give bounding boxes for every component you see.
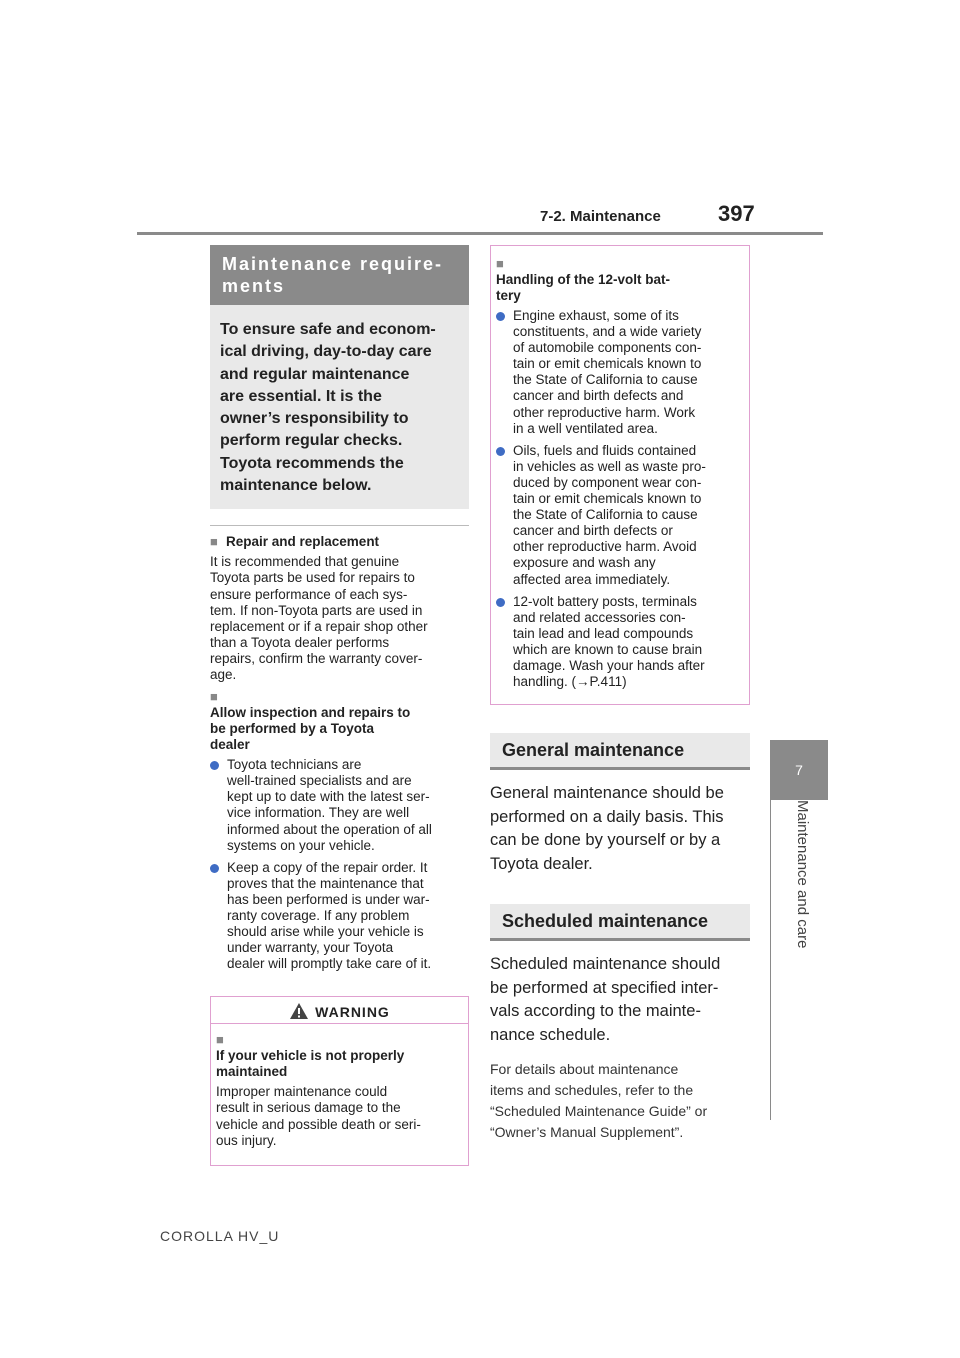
text-line: other reproductive harm. Work [513,404,696,420]
text-line: Toyota dealer. [490,854,593,873]
text-line: For details about maintenance [490,1061,679,1078]
chapter-label: Maintenance and care [794,800,811,949]
text-line: tain or emit chemicals known to [513,356,702,372]
text-line: than a Toyota dealer performs [210,634,390,650]
text-line: Allow inspection and repairs to [210,705,411,721]
text-line: dealer will promptly take care of it. [227,956,432,972]
bullet-dot-icon [210,864,219,873]
square-bullet-icon: ■ [210,534,218,550]
right-column [490,245,750,1143]
text-line: Handling of the 12-volt bat- [496,272,670,287]
text-line: Scheduled maintenance should [490,955,721,974]
list-item [210,757,469,854]
text-line: repairs, confirm the warranty cover- [210,650,423,666]
list-item [496,308,745,437]
text-line: systems on your vehicle. [227,837,375,853]
text-line: are essential. It is the [220,387,382,405]
text-line: “Owner’s Manual Supplement”. [490,1124,684,1141]
warning-triangle-icon [289,1002,309,1020]
text-line: vehicle and possible death or seri- [216,1116,421,1132]
inspection-title [210,689,469,753]
text-line: Toyota recommends the [220,454,404,472]
text-line: other reproductive harm. Avoid [513,539,697,555]
battery-box [490,245,750,705]
page-number: 397 [718,201,755,226]
square-bullet-icon: ■ [210,689,218,705]
text-line: Toyota technicians are [227,757,362,773]
text-line: ical driving, day-to-day care [220,343,432,361]
list-item [496,443,745,588]
text-line: and related accessories con- [513,609,686,625]
text-line: kept up to date with the latest ser- [227,789,430,805]
text-line: age. [210,667,237,683]
bullet-dot-icon [210,761,219,770]
text-line: in vehicles as well as waste pro- [513,458,706,474]
footer-model: COROLLA HV_U [160,1228,280,1244]
bullet-dot-icon [496,312,505,321]
text-line: which are known to cause brain [513,641,703,657]
text-line: proves that the maintenance that [227,875,424,891]
text-line: dealer [210,737,250,753]
text-line: Oils, fuels and fluids contained [513,442,697,458]
text-line: ranty coverage. If any problem [227,907,410,923]
text-line: Engine exhaust, some of its [513,308,679,323]
requirements-heading: Maintenance require- ments [210,245,469,305]
text-line: tain lead and lead compounds [513,625,694,641]
text-line: To ensure safe and econom- [220,321,436,338]
text-line: of automobile components con- [513,340,702,356]
repair-text [210,554,469,683]
text-line: vals according to the mainte- [490,1002,701,1021]
text-line: can be done by yourself or by a [490,831,721,850]
text-line: ensure performance of each sys- [210,586,408,602]
text-line: the State of California to cause [513,507,698,523]
text-line: perform regular checks. [220,432,403,450]
text-line: tery [496,288,521,303]
square-bullet-icon: ■ [496,256,504,271]
text-line: duced by component wear con- [513,474,702,490]
battery-list [496,308,745,690]
intro-box [210,305,469,509]
text-line: It is recommended that genuine [210,554,400,570]
text-line: maintained [216,1064,288,1080]
text-line: under warranty, your Toyota [227,940,394,956]
text-line: General maintenance should be [490,784,724,803]
text-line: should arise while your vehicle is [227,924,424,940]
text-line: be performed at specified inter- [490,978,719,997]
warning-text [216,1084,463,1148]
text-line: cancer and birth defects or [513,523,673,539]
text-line: If your vehicle is not properly [216,1048,405,1064]
text-line: damage. Wash your hands after [513,657,705,673]
text-line: 12-volt battery posts, terminals [513,593,697,609]
warning-header: WARNING [211,997,468,1024]
text-line: “Scheduled Maintenance Guide” or [490,1103,708,1120]
left-column [210,245,469,1166]
text-line: replacement or if a repair shop other [210,618,428,634]
text-line: Toyota parts be used for repairs to [210,570,415,586]
warning-title [216,1032,463,1080]
scheduled-maintenance-heading: Scheduled maintenance [490,904,750,941]
scheduled-maintenance-text [490,953,750,1047]
text-line: be performed by a Toyota [210,721,375,737]
text-line: informed about the operation of all [227,821,432,837]
list-item [496,594,745,691]
text-line: well-trained specialists and are [227,773,412,789]
general-maintenance-heading: General maintenance [490,733,750,770]
text-line: owner’s responsibility to [220,410,409,428]
text-line: tem. If non-Toyota parts are used in [210,602,423,618]
bullet-dot-icon [496,598,505,607]
text-line: exposure and wash any [513,555,656,571]
divider [210,525,469,526]
details-text [490,1059,750,1143]
text-line: tain or emit chemicals known to [513,491,702,507]
text-line: items and schedules, refer to the [490,1082,694,1099]
text-line: Keep a copy of the repair order. It [227,859,428,875]
text-line: in a well ventilated area. [513,420,658,436]
text-line: ous injury. [216,1132,277,1148]
text-line: cancer and birth defects and [513,388,684,404]
repair-title: ■ Repair and replacement [210,534,380,550]
text-line: nance schedule. [490,1025,611,1044]
list-item [210,860,469,973]
text-line: vice information. They are well [227,805,410,821]
square-bullet-icon: ■ [216,1032,224,1048]
section-title: 7-2. Maintenance [540,208,661,225]
header-rule [137,232,823,235]
chapter-tab[interactable]: 7 [770,740,828,800]
text-line: result in serious damage to the [216,1100,401,1116]
text-line: maintenance below. [220,477,372,495]
text-line: handling. (→P.411) [513,674,627,690]
battery-title [496,256,745,304]
warning-box [210,996,469,1165]
text-line: affected area immediately. [513,571,671,587]
text-line: Improper maintenance could [216,1084,388,1100]
general-maintenance-text [490,782,750,876]
text-line: and regular maintenance [220,365,410,383]
text-line: has been performed is under war- [227,891,430,907]
text-line: the State of California to cause [513,372,698,388]
text-line: performed on a daily basis. This [490,807,724,826]
bullet-dot-icon [496,447,505,456]
text-line: constituents, and a wide variety [513,324,702,340]
inspection-list [210,757,469,972]
